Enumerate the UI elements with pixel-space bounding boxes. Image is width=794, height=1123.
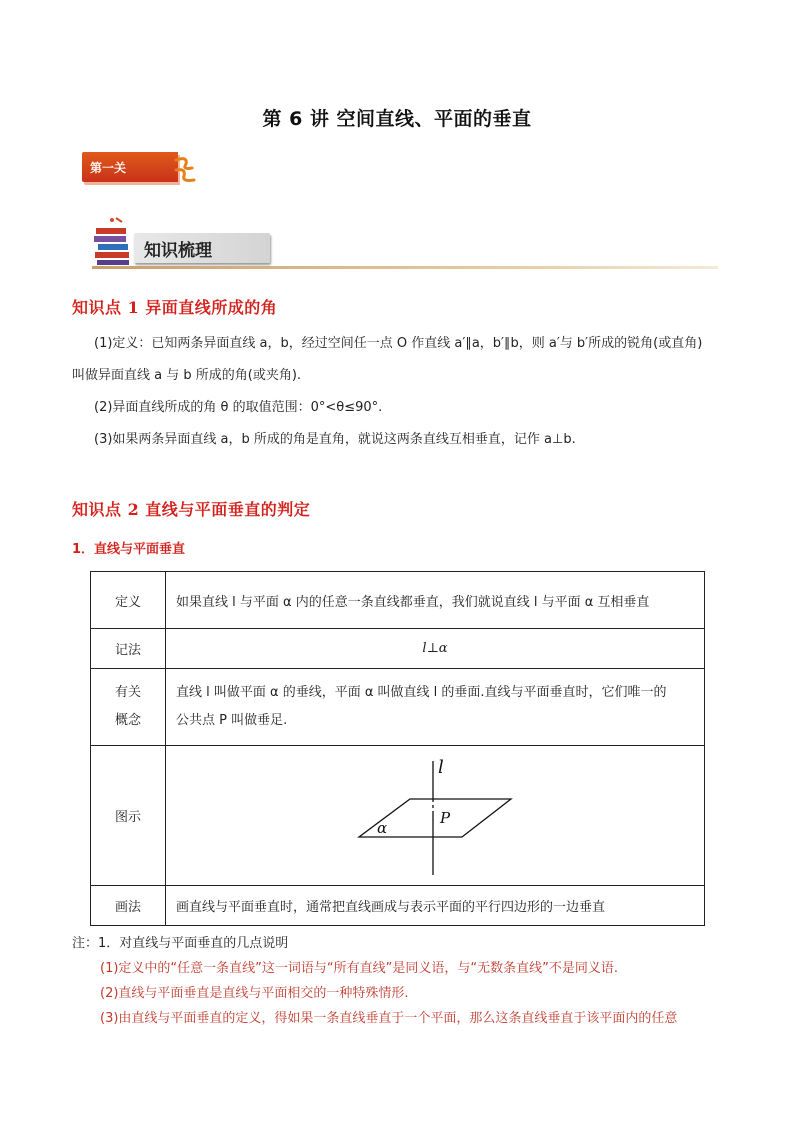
swirl-decoration-icon [174,154,196,184]
label-alpha: α [377,818,388,837]
concept-line-2: 公共点 P 叫做垂足. [176,713,288,728]
page-title: 第 6 讲 空间直线、平面的垂直 [262,108,532,130]
concept-label [91,669,166,746]
kp1-paragraph-2: (2)异面直线所成的角 θ 的取值范围：0°<θ≤90°. [94,400,383,415]
perpendicular-line-plane-diagram [166,747,704,885]
definition-value: 如果直线 l 与平面 α 内的任意一条直线都垂直，我们就说直线 l 与平面 α 互相垂直 [166,572,705,629]
notation-value: l⊥α [166,629,705,669]
concept-label-line-1: 有关 [114,685,141,700]
chapter-banner [82,152,194,186]
definition-label: 定义 [91,572,166,629]
definition-table [90,571,705,926]
kp1-paragraph-3: (3)如果两条异面直线 a，b 所成的角是直角，就说这两条直线互相垂直，记作 a⊥b. [94,432,576,447]
notation-label: 记法 [91,629,166,669]
notes [72,931,752,1031]
label-p: P [440,808,451,827]
label-l: l [438,756,444,778]
figure-cell [166,746,705,886]
sub-heading: 1．直线与平面垂直 [72,542,186,557]
table-row [91,629,705,669]
section-divider [92,266,718,269]
concept-label-line-2: 概念 [114,713,141,728]
note-3: (3)由直线与平面垂直的定义，得如果一条直线垂直于一个平面，那么这条直线垂直于该平面内的任意 [100,1011,678,1026]
note-2: (2)直线与平面垂直是直线与平面相交的一种特殊情形. [100,986,409,1001]
kp1-paragraph-1-line-1: (1)定义：已知两条异面直线 a，b，经过空间任一点 O 作直线 a′∥a，b′∥b，则 a′与 b′所成的锐角(或直角) [94,336,703,351]
concept-value [166,669,705,746]
section-label: 知识梳理 [144,241,212,261]
notes-intro: 注：1．对直线与平面垂直的几点说明 [72,936,289,951]
knowledge-point-2-heading: 知识点 2 直线与平面垂直的判定 [72,500,311,519]
drawing-label: 画法 [91,886,166,926]
chapter-label: 第一关 [90,161,127,175]
knowledge-point-1-heading: 知识点 1 异面直线所成的角 [72,298,278,317]
kp1-paragraph-1-line-2: 叫做异面直线 a 与 b 所成的角(或夹角). [72,368,302,383]
table-row [91,669,705,746]
drawing-value: 画直线与平面垂直时，通常把直线画成与表示平面的平行四边形的一边垂直 [166,886,705,926]
table-row [91,746,705,886]
table-row [91,572,705,629]
table-row [91,886,705,926]
figure-label: 图示 [91,746,166,886]
note-1: (1)定义中的“任意一条直线”这一词语与“所有直线”是同义语，与“无数条直线”不是同义语. [100,961,618,976]
section-banner [92,216,718,272]
concept-line-1: 直线 l 叫做平面 α 的垂线，平面 α 叫做直线 l 的垂面.直线与平面垂直时，它们唯一的 [176,685,667,700]
